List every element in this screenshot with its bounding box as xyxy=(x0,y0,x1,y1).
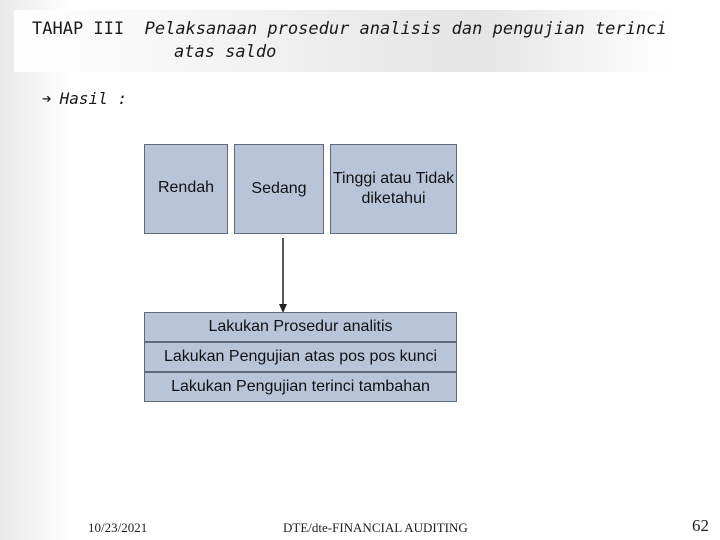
result-heading xyxy=(42,89,127,108)
procedure-label-analytical: Lakukan Prosedur analitis xyxy=(208,318,393,335)
title-phase: TAHAP III xyxy=(32,19,125,39)
procedure-label-additional-detail: Lakukan Pengujian terinci tambahan xyxy=(171,378,430,395)
slide-title xyxy=(32,18,667,64)
page-number: 62 xyxy=(692,516,709,535)
footer-date: 10/23/2021 xyxy=(88,520,148,535)
right-arrow-icon: ➔ xyxy=(42,89,52,108)
left-gradient-strip xyxy=(0,0,70,540)
title-line-2: atas saldo xyxy=(174,42,277,62)
procedure-box-additional-detail xyxy=(144,372,457,402)
title-line-1: Pelaksanaan prosedur analisis dan pengujian terinci xyxy=(144,19,667,39)
procedure-box-analytical xyxy=(144,312,457,342)
risk-box-low xyxy=(144,144,228,234)
procedure-label-key-items: Lakukan Pengujian atas pos pos kunci xyxy=(163,348,438,365)
procedure-box-key-items xyxy=(144,342,457,372)
risk-label-high: Tinggi atau Tidak diketahui xyxy=(332,170,455,207)
risk-label-low: Rendah xyxy=(157,179,215,196)
footer-course: DTE/dte-FINANCIAL AUDITING xyxy=(283,520,468,535)
result-label: Hasil : xyxy=(59,89,128,108)
connector-arrow xyxy=(270,238,300,314)
risk-box-medium xyxy=(234,144,324,234)
risk-box-high xyxy=(330,144,457,234)
risk-label-medium: Sedang xyxy=(251,180,307,197)
